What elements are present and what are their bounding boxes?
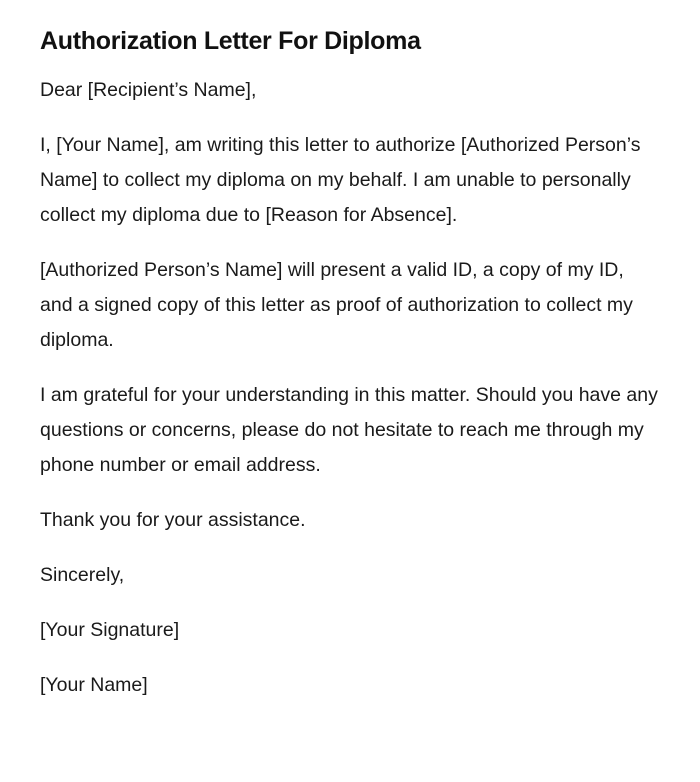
salutation: Dear [Recipient’s Name], <box>40 79 257 101</box>
signature-placeholder: [Your Signature] <box>40 619 180 641</box>
sender-name: [Your Name] <box>40 674 148 696</box>
document-title: Authorization Letter For Diploma <box>40 27 421 55</box>
body-paragraph-proof: [Authorized Person’s Name] will present a valid ID, a copy of my ID, and a signed copy of this letter as proof of authorization to collect my diploma. <box>40 259 633 351</box>
body-paragraph-authorization: I, [Your Name], am writing this letter to authorize [Authorized Person’s Name] to collect my diploma on my behalf. I am unable to personally collect my diploma due to [Reason for Absence]. <box>40 134 641 226</box>
closing: Sincerely, <box>40 564 125 586</box>
body-paragraph-thanks: Thank you for your assistance. <box>40 509 306 531</box>
body-paragraph-contact: I am grateful for your understanding in this matter. Should you have any questions or concerns, please do not hesitate to reach me through my phone number or email address. <box>40 384 658 476</box>
